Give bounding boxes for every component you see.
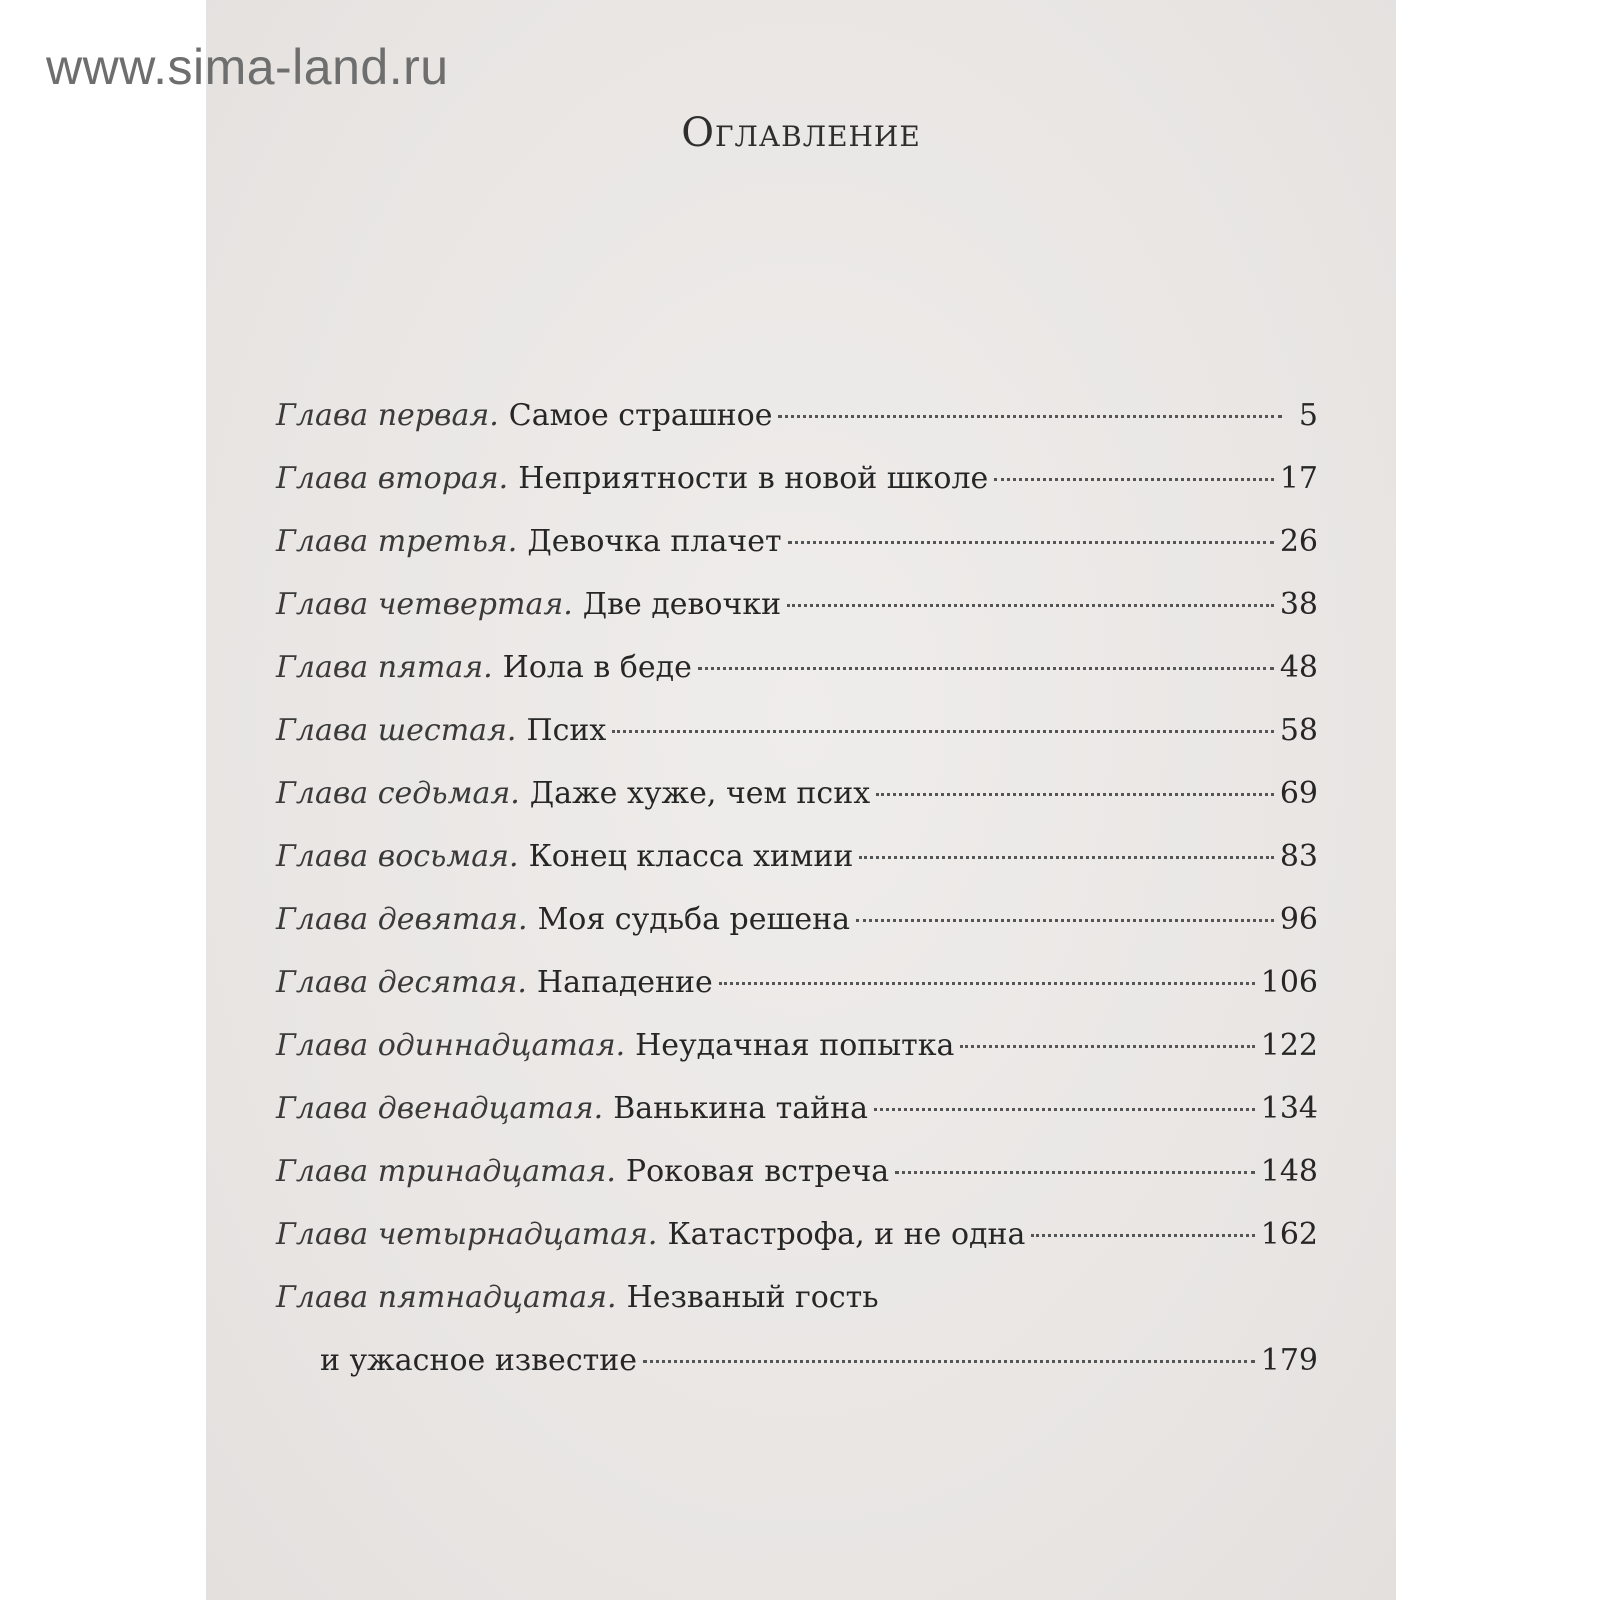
- chapter-label: Глава первая.: [276, 398, 499, 433]
- page-number: 122: [1260, 1028, 1318, 1063]
- page-number: 5: [1298, 398, 1318, 433]
- chapter-title: Неудачная попытка: [635, 1028, 955, 1063]
- chapter-title: Девочка плачет: [527, 524, 782, 559]
- chapter-title: Неприятности в новой школе: [518, 461, 989, 496]
- dot-leader: [876, 793, 1274, 796]
- dot-leader: [994, 478, 1274, 481]
- dot-leader: [643, 1360, 1255, 1363]
- chapter-label: Глава тринадцатая.: [276, 1154, 616, 1189]
- dot-leader: [895, 1171, 1255, 1174]
- page-number: 83: [1279, 839, 1318, 874]
- page-title: Оглавление: [681, 110, 921, 156]
- dot-leader: [698, 667, 1274, 670]
- chapter-title: Иола в беде: [502, 650, 692, 685]
- chapter-title: Даже хуже, чем псих: [529, 776, 871, 811]
- dot-leader: [874, 1108, 1255, 1111]
- dot-leader: [612, 730, 1273, 733]
- toc-entry: [276, 776, 1318, 839]
- page-number: 17: [1279, 461, 1318, 496]
- dot-leader: [778, 415, 1282, 418]
- chapter-label: Глава третья.: [276, 524, 518, 559]
- toc-entry: [276, 1280, 1318, 1343]
- page-number: 69: [1279, 776, 1318, 811]
- toc-entry: [276, 524, 1318, 587]
- toc-entry: [276, 587, 1318, 650]
- chapter-title-continuation: и ужасное известие: [320, 1343, 637, 1378]
- toc-entry: [276, 1217, 1318, 1280]
- dot-leader: [856, 919, 1274, 922]
- chapter-title: Роковая встреча: [625, 1154, 890, 1189]
- dot-leader: [960, 1045, 1254, 1048]
- chapter-label: Глава четвертая.: [276, 587, 573, 622]
- chapter-title: Ванькина тайна: [613, 1091, 868, 1126]
- chapter-title: Катастрофа, и не одна: [667, 1217, 1026, 1252]
- chapter-label: Глава восьмая.: [276, 839, 519, 874]
- chapter-label: Глава девятая.: [276, 902, 528, 937]
- table-of-contents: [276, 398, 1318, 1406]
- page-number: 148: [1260, 1154, 1318, 1189]
- dot-leader: [787, 604, 1274, 607]
- chapter-title: Моя судьба решена: [537, 902, 851, 937]
- page-number: 134: [1260, 1091, 1318, 1126]
- toc-entry: [276, 398, 1318, 461]
- toc-entry: [276, 713, 1318, 776]
- chapter-label: Глава шестая.: [276, 713, 517, 748]
- chapter-label: Глава десятая.: [276, 965, 527, 1000]
- chapter-title: Псих: [526, 713, 607, 748]
- chapter-label: Глава двенадцатая.: [276, 1091, 604, 1126]
- toc-entry: [276, 902, 1318, 965]
- toc-entry: [276, 965, 1318, 1028]
- page-number: 162: [1260, 1217, 1318, 1252]
- chapter-label: Глава седьмая.: [276, 776, 520, 811]
- chapter-title: Незваный гость: [626, 1280, 879, 1315]
- watermark: www.sima-land.ru: [46, 39, 449, 95]
- toc-entry: [276, 650, 1318, 713]
- toc-entry: [276, 1028, 1318, 1091]
- chapter-title: Две девочки: [582, 587, 782, 622]
- page-number: 26: [1279, 524, 1318, 559]
- toc-entry-continuation: [276, 1343, 1318, 1406]
- dot-leader: [719, 982, 1255, 985]
- dot-leader: [788, 541, 1274, 544]
- chapter-label: Глава вторая.: [276, 461, 509, 496]
- chapter-label: Глава четырнадцатая.: [276, 1217, 658, 1252]
- chapter-title: Нападение: [536, 965, 713, 1000]
- page-number: 38: [1279, 587, 1318, 622]
- dot-leader: [1031, 1234, 1254, 1237]
- page-number: 96: [1279, 902, 1318, 937]
- chapter-title: Самое страшное: [508, 398, 773, 433]
- dot-leader: [859, 856, 1273, 859]
- toc-entry: [276, 839, 1318, 902]
- toc-entry: [276, 461, 1318, 524]
- toc-entry: [276, 1091, 1318, 1154]
- page-number: 58: [1279, 713, 1318, 748]
- chapter-title: Конец класса химии: [528, 839, 854, 874]
- toc-entry: [276, 1154, 1318, 1217]
- page-number: 106: [1260, 965, 1318, 1000]
- page-number: 48: [1279, 650, 1318, 685]
- chapter-label: Глава пятнадцатая.: [276, 1280, 617, 1315]
- chapter-label: Глава одиннадцатая.: [276, 1028, 626, 1063]
- page-number: 179: [1260, 1343, 1318, 1378]
- chapter-label: Глава пятая.: [276, 650, 493, 685]
